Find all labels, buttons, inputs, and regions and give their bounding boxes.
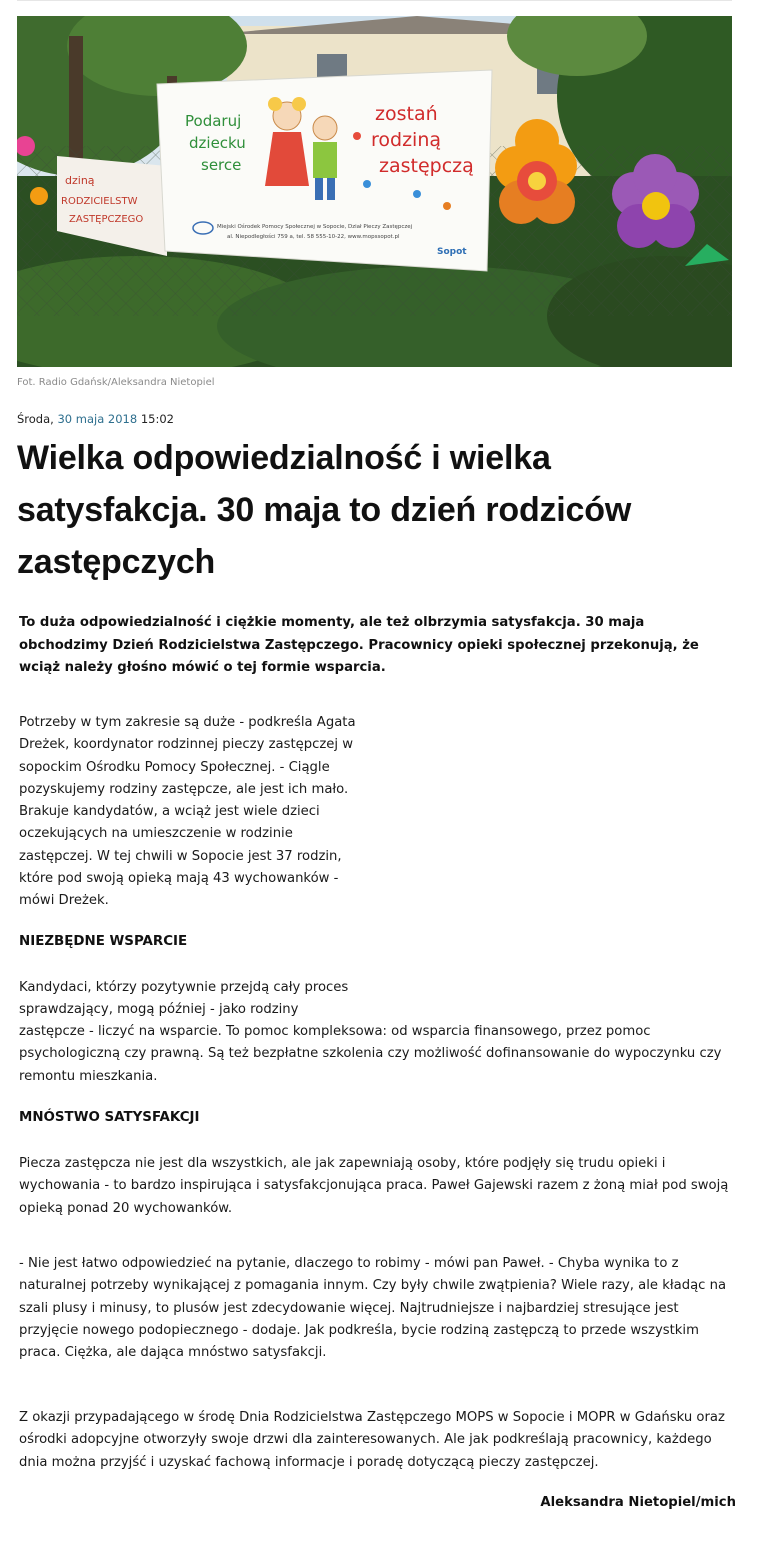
left-banner-text-3: ZASTĘPCZEGO <box>69 214 144 225</box>
banner-small-print-1: Miejski Ośrodek Pomocy Społecznej w Sopocie, Dział Pieczy Zastępczej <box>217 224 413 230</box>
publication-day: Środa, <box>17 412 54 426</box>
article-paragraph-1: Potrzeby w tym zakresie są duże - podkreśla Agata Dreżek, koordynator rodzinnej pieczy zastępczej w sopockim Ośrodku Pomocy Społecznej. - Ciągle pozyskujemy rodziny zastępcze, ale jest ich mało. Brakuje kandydatów, a wciąż jest wiele dzieci oczekujących na umieszczenie w rodzinie zastępczej. W tej chwili w Sopocie jest 37 rodzin, które pod swoją opieką mają 43 wychowanków - mówi Dreżek. <box>19 715 356 909</box>
banner-text-left-1: Podaruj <box>185 112 242 130</box>
photo-caption: Fot. Radio Gdańsk/Aleksandra Nietopiel <box>17 377 215 388</box>
top-divider <box>17 0 732 1</box>
banner-logo: Sopot <box>437 247 467 257</box>
article-paragraph-4: - Nie jest łatwo odpowiedzieć na pytanie, dlaczego to robimy - mówi pan Paweł. - Chyba wynika to z naturalnej potrzeby wynikającej z pomagania innym. Czy były chwile zwątpienia? Wiele razy, ale kładąc na szali plusy i minusy, to plusów jest zdecydowanie więcej. Najtrudniejsze i najbardziej stresujące jest przyjęcie nowego podopiecznego - dodaje. Jak podkreśla, bycie rodziną zastępczą to przede wszystkim praca. Ciężka, ale dająca mnóstwo satysfakcji. <box>19 1256 727 1361</box>
left-banner-text-2: RODZICIELSTW <box>61 196 138 207</box>
article-author: Aleksandra Nietopiel/mich <box>540 1495 736 1510</box>
banner-text-left-3: serce <box>201 156 242 174</box>
banner-text-right-3: zastępczą <box>379 155 474 177</box>
article-paragraph-5: Z okazji przypadającego w środę Dnia Rodzicielstwa Zastępczego MOPS w Sopocie i MOPR w Gdańsku oraz ośrodki adopcyjne otworzyły swoje drzwi dla zainteresowanych. Ale jak podkreślają pracownicy, każdego dnia można przyjść i uzyskać fachową informacje i poradę dotyczącą pieczy zastępczej. <box>19 1410 725 1470</box>
banner-text-right-2: rodziną <box>371 129 442 151</box>
subheading-wsparcie: NIEZBĘDNE WSPARCIE <box>19 934 188 949</box>
article-photo[interactable] <box>17 16 732 367</box>
article-title: Wielka odpowiedzialność i wielka satysfakcja. 30 maja to dzień rodziców zastępczych <box>17 439 632 581</box>
left-banner-text-1: dziną <box>65 174 95 187</box>
subheading-satysfakcji: MNÓSTWO SATYSFAKCJI <box>19 1110 200 1125</box>
article-photo-illustration <box>17 16 732 367</box>
banner-text-left-2: dziecku <box>189 134 246 152</box>
article-paragraph-2a: Kandydaci, którzy pozytywnie przejdą cały proces sprawdzający, mogą później - jako rodziny <box>19 980 349 1018</box>
publication-time: 15:02 <box>140 412 174 426</box>
banner-text-right-1: zostań <box>375 103 438 125</box>
article-lead: To duża odpowiedzialność i ciężkie momenty, ale też olbrzymia satysfakcja. 30 maja obchodzimy Dzień Rodzicielstwa Zastępczego. Pracownicy opieki społecznej przekonują, że wciąż należy głośno mówić o tej formie wsparcia. <box>19 615 699 675</box>
publication-dateline <box>17 412 174 426</box>
article-paragraph-2b: zastępcze - liczyć na wsparcie. To pomoc kompleksowa: od wsparcia finansowego, przez pomoc psychologiczną czy prawną. Są też bezpłatne szkolenia czy możliwość dofinansowanie do wypoczynku czy remontu mieszkania. <box>19 1024 722 1084</box>
publication-date-link[interactable]: 30 maja 2018 <box>57 412 138 426</box>
banner-small-print-2: al. Niepodległości 759 a, tel. 58 555-10-22, www.mopssopot.pl <box>227 234 400 240</box>
article-paragraph-3: Piecza zastępcza nie jest dla wszystkich, ale jak zapewniają osoby, które podjęły się trudu opieki i wychowania - to bardzo inspirująca i satysfakcjonująca praca. Paweł Gajewski razem z żoną miał pod swoją opieką ponad 20 wychowanków. <box>19 1156 729 1216</box>
